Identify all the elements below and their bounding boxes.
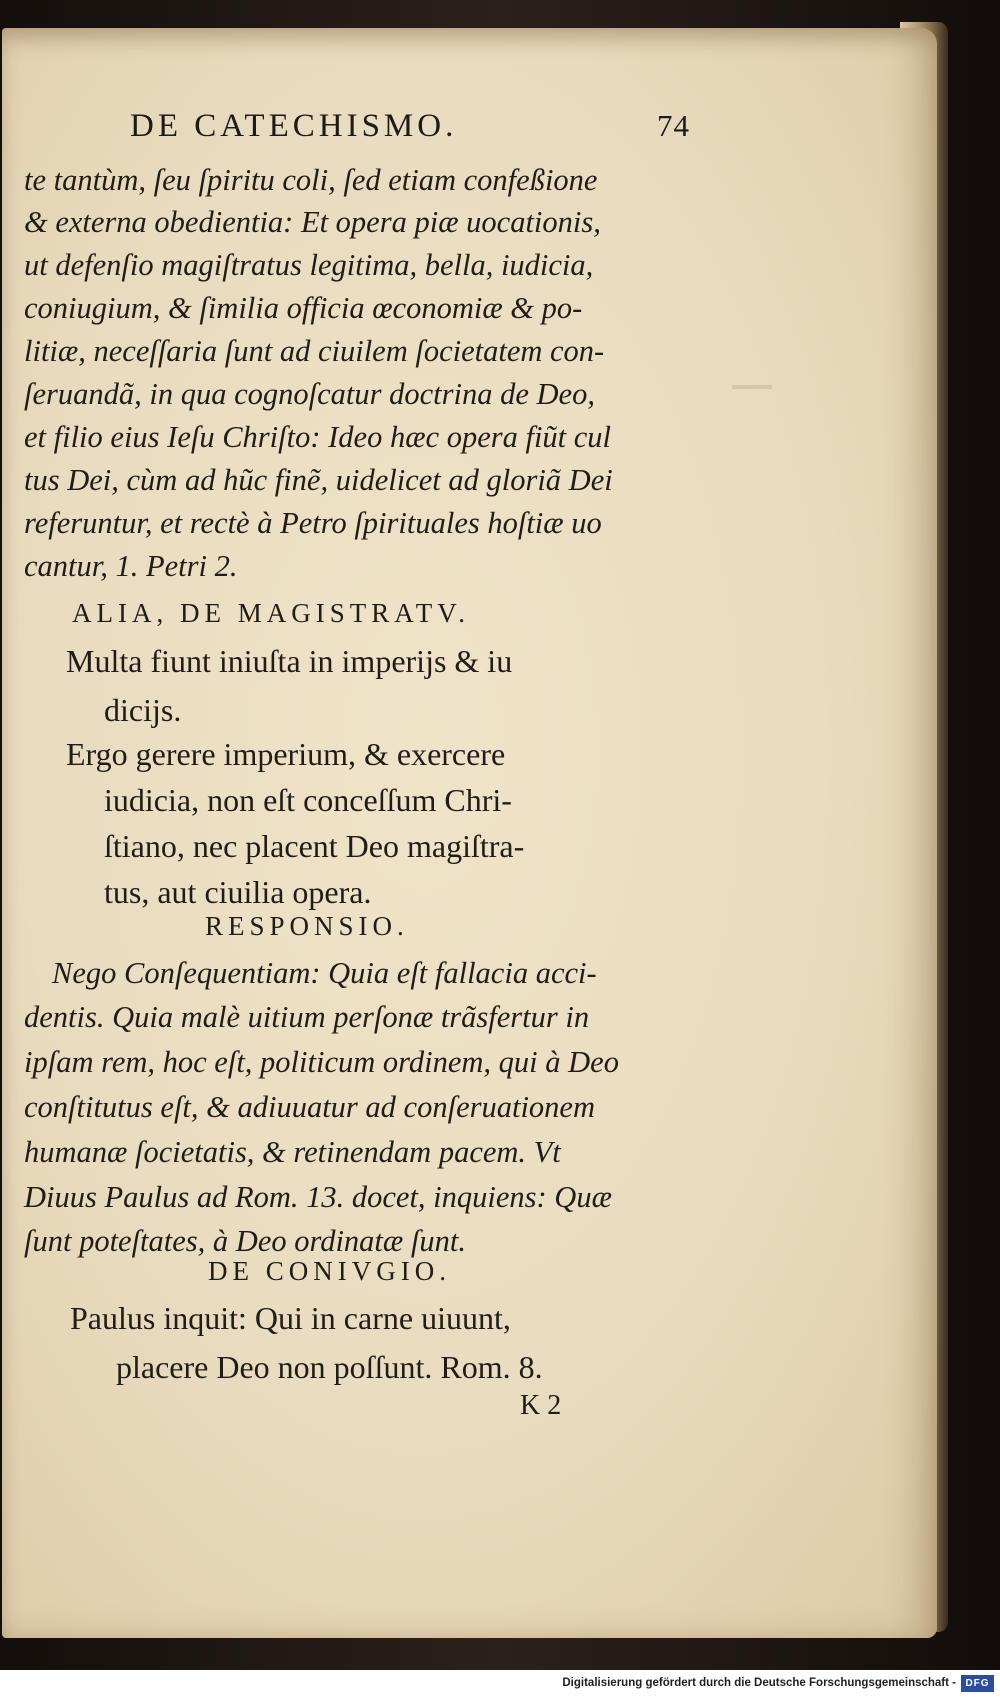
text-line: Ergo gerere imperium, & exercere <box>66 736 506 772</box>
text-line: ut defenſio magiſtratus legitima, bella, iudicia, <box>24 248 594 282</box>
text-line: coniugium, & ſimilia officia œconomiæ & po- <box>24 291 583 325</box>
text-line: referuntur, et rectè à Petro ſpirituales hoſtiæ uo <box>24 506 602 540</box>
footer-bar <box>0 1670 1000 1699</box>
text-line: & externa obedientia: Et opera piæ uocationis, <box>24 205 601 239</box>
text-line: te tantùm, ſeu ſpiritu coli, ſed etiam confeßione <box>24 163 598 197</box>
funding-credit: Digitalisierung gefördert durch die Deutsche Forschungsgemeinschaft - <box>562 1677 956 1689</box>
text-line: Multa fiunt iniuſta in imperijs & iu <box>66 643 513 679</box>
text-line: tus Dei, cùm ad hũc finẽ, uidelicet ad gloriã Dei <box>24 463 613 497</box>
text-line: dicijs. <box>104 692 182 728</box>
text-line: et filio eius Ieſu Chriſto: Ideo hæc opera fiũt cul <box>24 420 612 454</box>
text-line: Nego Conſequentiam: Quia eſt fallacia acci- <box>52 956 597 990</box>
section-heading: DE CONIVGIO. <box>208 1256 451 1286</box>
text-line: tus, aut ciuilia opera. <box>104 874 372 910</box>
text-line: litiæ, neceſſaria ſunt ad ciuilem ſocietatem con- <box>24 334 605 368</box>
section-heading: ALIA, DE MAGISTRATV. <box>72 598 471 628</box>
text-line: dentis. Quia malè uitium perſonæ trãsfertur in <box>24 1000 590 1034</box>
text-line: ſtiano, nec placent Deo magiſtra- <box>104 828 525 864</box>
text-line: Diuus Paulus ad Rom. 13. docet, inquiens: Quæ <box>24 1180 612 1214</box>
signature-mark: K 2 <box>520 1390 562 1421</box>
text-line: placere Deo non poſſunt. Rom. 8. <box>116 1349 543 1385</box>
text-line: Paulus inquit: Qui in carne uiuunt, <box>70 1300 511 1336</box>
text-line: ſunt poteſtates, à Deo ordinatæ ſunt. <box>24 1224 466 1258</box>
running-header <box>130 108 690 154</box>
dfg-logo: DFG <box>961 1675 994 1692</box>
text-line: cantur, 1. Petri 2. <box>24 549 238 583</box>
text-line: ipſam rem, hoc eſt, politicum ordinem, qui à Deo <box>24 1045 619 1079</box>
text-line: humanæ ſocietatis, & retinendam pacem. Vt <box>24 1135 561 1169</box>
running-title: DE CATECHISMO. <box>130 108 458 144</box>
text-line: conſtitutus eſt, & adiuuatur ad conſeruationem <box>24 1090 595 1124</box>
page-stain <box>732 385 772 389</box>
text-line: ſeruandã, in qua cognoſcatur doctrina de Deo, <box>24 377 595 411</box>
section-heading: RESPONSIO. <box>205 911 409 941</box>
text-line: iudicia, non eſt conceſſum Chri- <box>104 782 512 818</box>
page-number: 74 <box>657 108 690 143</box>
